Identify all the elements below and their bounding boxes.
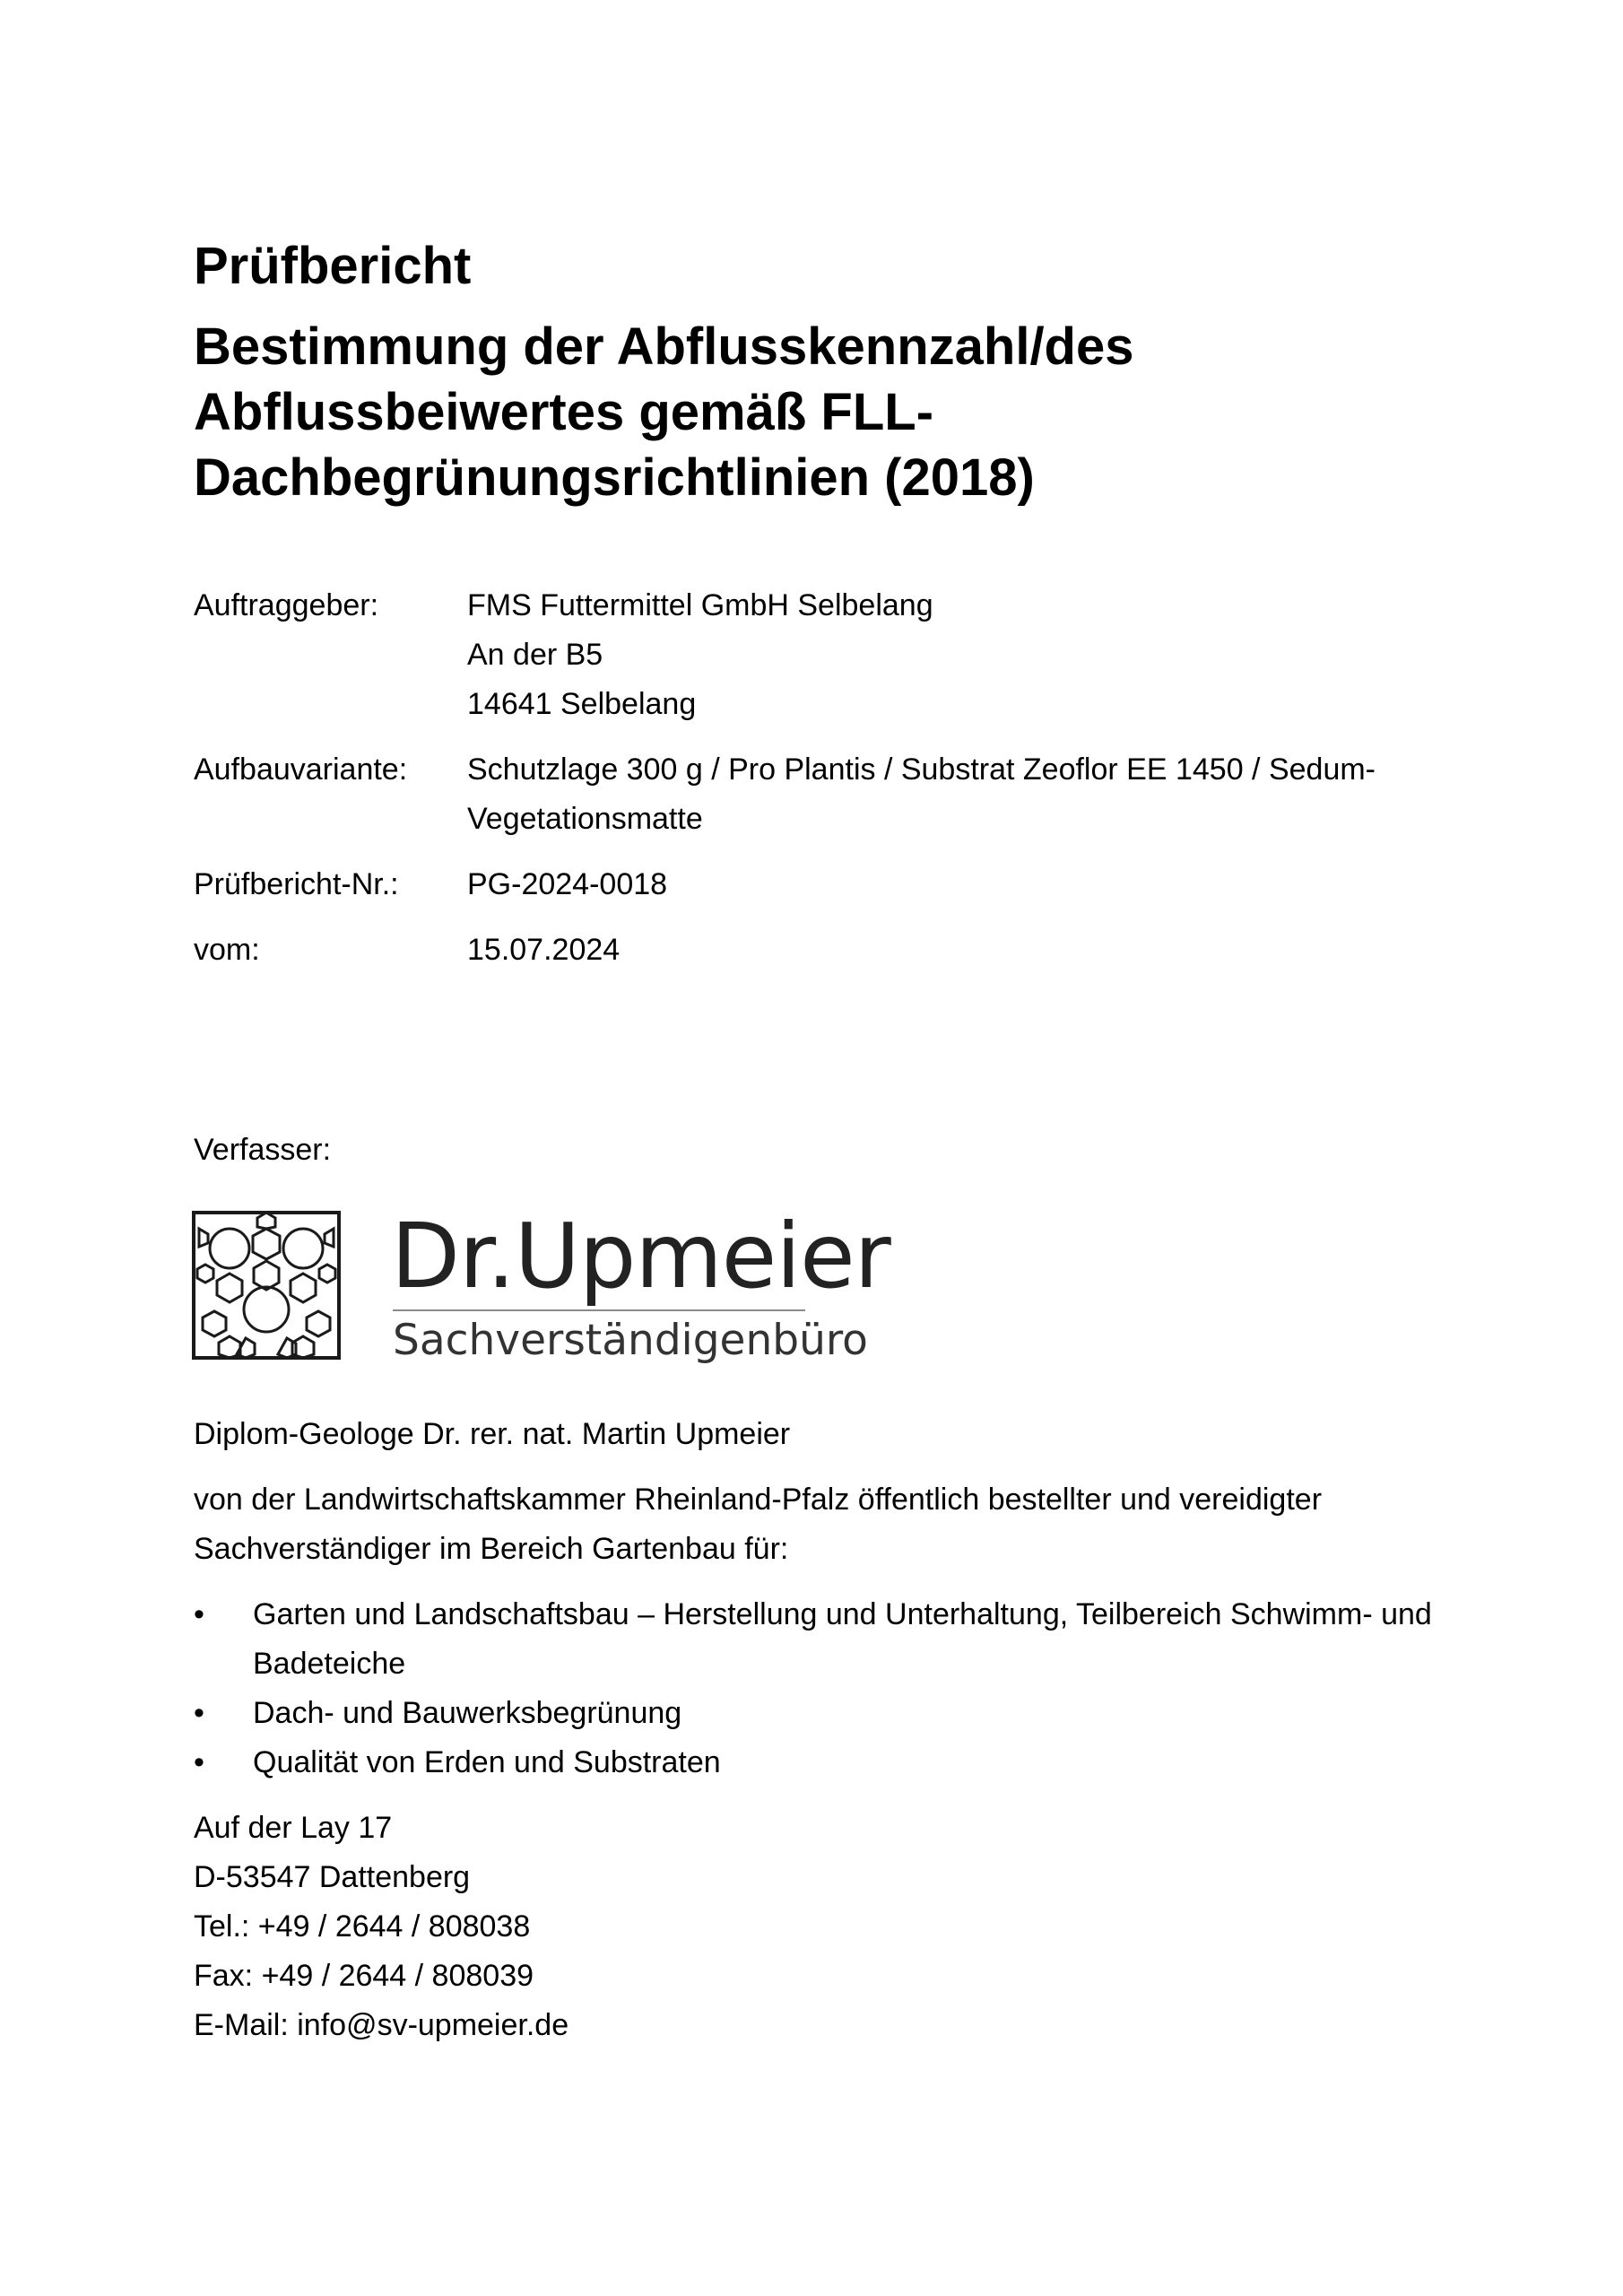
bullet-icon: • [194, 1696, 204, 1730]
document-label: Prüfbericht [194, 237, 472, 295]
client-label: Auftraggeber: [194, 588, 379, 622]
logo-divider [393, 1309, 805, 1311]
bullet-icon: • [194, 1597, 204, 1631]
honeycomb-logo-icon [192, 1211, 341, 1360]
variant-line: Vegetationsmatte [467, 802, 703, 836]
document-title [194, 314, 1467, 510]
title-block [194, 231, 1467, 510]
address-street: Auf der Lay 17 [194, 1811, 393, 1845]
report-number-value: PG-2024-0018 [467, 867, 668, 901]
appointment-line: von der Landwirtschaftskammer Rheinland-Pfalz öffentlich bestellter und vereidigter [194, 1483, 1323, 1517]
report-number-row [194, 860, 1467, 909]
logo-subtitle: Sachverständigenbüro [393, 1316, 868, 1365]
expertise-item [194, 1689, 1467, 1738]
contact-address [194, 1804, 1467, 2050]
author-label: Verfasser: [194, 1133, 332, 1167]
variant-label: Aufbauvariante: [194, 752, 408, 787]
appointment-text [194, 1475, 1467, 1574]
document-title-line: Abflussbeiwertes gemäß FLL- [194, 383, 934, 441]
expertise-line: Qualität von Erden und Substraten [253, 1745, 721, 1779]
date-row [194, 926, 1467, 975]
fax-number: Fax: +49 / 2644 / 808039 [194, 1959, 534, 1993]
date-value: 15.07.2024 [467, 933, 621, 967]
expertise-list [194, 1590, 1467, 1787]
expertise-line: Badeteiche [253, 1647, 406, 1681]
expertise-item [194, 1590, 1467, 1689]
report-metadata [194, 581, 1467, 991]
appointment-line: Sachverständiger im Bereich Gartenbau für: [194, 1532, 789, 1566]
variant-value [467, 745, 1467, 844]
expertise-line: Garten und Landschaftsbau – Herstellung und Unterhaltung, Teilbereich Schwimm- und [253, 1597, 1432, 1631]
document-title-line: Bestimmung der Abflusskennzahl/des [194, 317, 1134, 376]
variant-row [194, 745, 1467, 844]
client-line: FMS Futtermittel GmbH Selbelang [467, 588, 933, 622]
author-details [194, 1410, 1467, 2050]
client-line: 14641 Selbelang [467, 687, 697, 721]
phone-number: Tel.: +49 / 2644 / 808038 [194, 1909, 531, 1944]
expertise-item [194, 1738, 1467, 1787]
client-line: An der B5 [467, 638, 603, 672]
client-row [194, 581, 1467, 729]
client-address [467, 581, 1467, 729]
report-number-label: Prüfbericht-Nr.: [194, 867, 399, 901]
logo-name: Dr.Upmeier [391, 1204, 890, 1309]
bullet-icon: • [194, 1745, 204, 1779]
date-label: vom: [194, 933, 260, 967]
email-address: E-Mail: info@sv-upmeier.de [194, 2008, 569, 2042]
author-name: Diplom-Geologe Dr. rer. nat. Martin Upmeier [194, 1417, 791, 1451]
document-title-line: Dachbegrünungsrichtlinien (2018) [194, 448, 1035, 507]
address-city: D-53547 Dattenberg [194, 1860, 471, 1894]
expertise-line: Dach- und Bauwerksbegrünung [253, 1696, 682, 1730]
variant-line: Schutzlage 300 g / Pro Plantis / Substrat Zeoflor EE 1450 / Sedum- [467, 752, 1376, 787]
company-logo [192, 1204, 890, 1365]
